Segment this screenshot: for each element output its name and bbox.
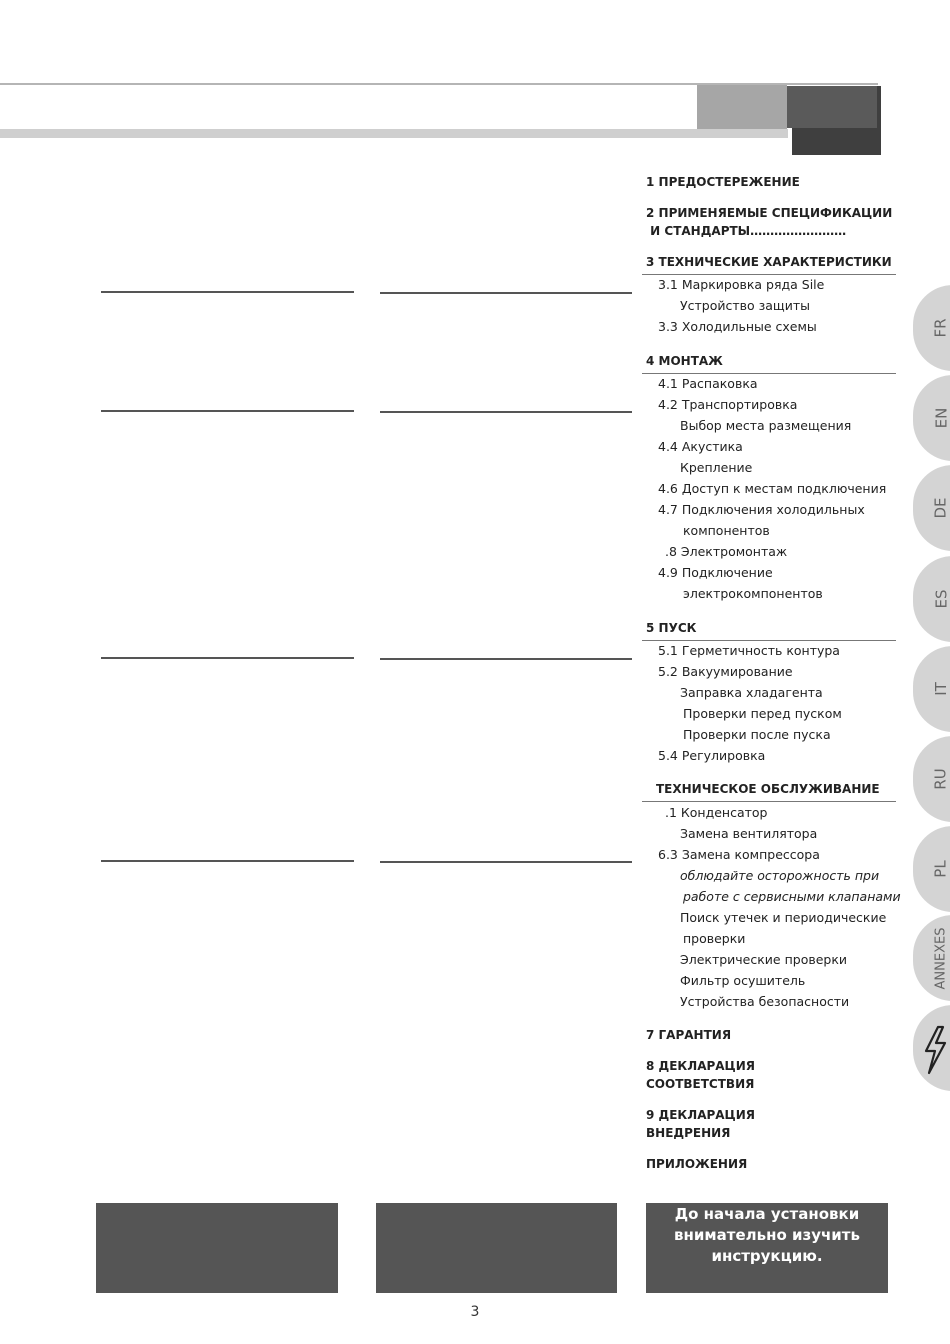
toc-item[interactable]: Фильтр осушитель: [680, 973, 806, 988]
toc-item[interactable]: проверки: [683, 931, 746, 946]
toc-heading[interactable]: 2 ПРИМЕНЯЕМЫЕ СПЕЦИФИКАЦИИ: [646, 206, 893, 220]
tab-label: ANNEXES: [933, 927, 949, 989]
toc-rule: [642, 274, 896, 275]
toc-item[interactable]: Заправка хладагента: [680, 685, 823, 700]
footer-box-middle: [376, 1203, 617, 1293]
toc-item[interactable]: Поиск утечек и периодические: [680, 910, 887, 925]
header-dark-square: [787, 86, 877, 128]
toc-heading[interactable]: ВНЕДРЕНИЯ: [646, 1126, 731, 1140]
tab-it[interactable]: [913, 646, 950, 732]
toc-heading[interactable]: 5 ПУСК: [646, 621, 697, 635]
toc-heading[interactable]: 1 ПРЕДОСТЕРЕЖЕНИЕ: [646, 175, 800, 189]
toc-heading[interactable]: 9 ДЕКЛАРАЦИЯ: [646, 1108, 755, 1122]
page-number: 3: [470, 1304, 480, 1320]
tab-de[interactable]: [913, 465, 950, 551]
toc-item[interactable]: 3.3 Холодильные схемы: [658, 319, 817, 334]
lightning-icon: [921, 1025, 949, 1075]
tab-annexes[interactable]: [913, 915, 950, 1001]
toc-rule: [642, 640, 896, 641]
toc-item[interactable]: 4.4 Акустика: [658, 439, 743, 454]
field-line: [101, 291, 354, 293]
toc-heading[interactable]: 4 МОНТАЖ: [646, 354, 723, 368]
tab-label: ES: [932, 589, 950, 609]
tab-en[interactable]: [913, 375, 950, 461]
toc-item[interactable]: Замена вентилятора: [680, 826, 818, 841]
toc-item[interactable]: Крепление: [680, 460, 753, 475]
toc-item[interactable]: Выбор места размещения: [680, 418, 852, 433]
notice-box: [646, 1203, 888, 1293]
toc-item[interactable]: Устройство защиты: [680, 298, 810, 313]
field-line: [380, 292, 632, 294]
field-line: [101, 657, 354, 659]
toc-heading[interactable]: ТЕХНИЧЕСКОЕ ОБСЛУЖИВАНИЕ: [656, 782, 880, 796]
field-line: [380, 658, 632, 660]
toc-item[interactable]: .8 Электромонтаж: [665, 544, 788, 559]
tab-es[interactable]: [913, 556, 950, 642]
tab-label: IT: [932, 682, 950, 696]
toc-item[interactable]: 4.9 Подключение: [658, 565, 773, 580]
tab-electrical[interactable]: [913, 1005, 950, 1091]
toc-item[interactable]: 5.1 Герметичность контура: [658, 643, 840, 658]
toc-item[interactable]: электрокомпонентов: [683, 586, 823, 601]
toc-item[interactable]: 4.2 Транспортировка: [658, 397, 798, 412]
header-light-square: [697, 85, 787, 129]
field-line: [101, 860, 354, 862]
toc-heading[interactable]: 7 ГАРАНТИЯ: [646, 1028, 732, 1042]
notice-line: инструкцию.: [711, 1247, 823, 1265]
toc-item[interactable]: 4.6 Доступ к местам подключения: [658, 481, 887, 496]
toc-item[interactable]: Устройства безопасности: [680, 994, 850, 1009]
tab-pl[interactable]: [913, 826, 950, 912]
notice-line: До начала установки: [674, 1205, 860, 1223]
tab-label: FR: [932, 318, 950, 338]
toc-heading[interactable]: 8 ДЕКЛАРАЦИЯ: [646, 1059, 755, 1073]
notice-line: внимательно изучить: [674, 1226, 860, 1244]
field-line: [380, 861, 632, 863]
toc-heading[interactable]: И СТАНДАРТЫ……………………: [646, 224, 847, 238]
toc-item[interactable]: работе с сервисными клапанами: [683, 889, 901, 904]
toc-heading[interactable]: СООТВЕТСТВИЯ: [646, 1077, 755, 1091]
toc-rule: [642, 373, 896, 374]
toc-heading[interactable]: ПРИЛОЖЕНИЯ: [646, 1157, 748, 1171]
toc-item[interactable]: .1 Конденсатор: [665, 805, 768, 820]
toc-item[interactable]: 4.1 Распаковка: [658, 376, 758, 391]
toc-item[interactable]: 4.7 Подключения холодильных: [658, 502, 865, 517]
toc-item[interactable]: 5.4 Регулировка: [658, 748, 766, 763]
tab-label: PL: [932, 860, 950, 878]
toc-item[interactable]: облюдайте осторожность при: [680, 868, 880, 883]
tab-fr[interactable]: [913, 285, 950, 371]
field-line: [101, 410, 354, 412]
toc-item[interactable]: Проверки после пуска: [683, 727, 831, 742]
footer-box-left: [96, 1203, 338, 1293]
toc-heading[interactable]: 3 ТЕХНИЧЕСКИЕ ХАРАКТЕРИСТИКИ: [646, 255, 892, 269]
tab-label: EN: [932, 407, 950, 429]
header-gray-bar: [0, 129, 788, 138]
toc-item[interactable]: 3.1 Маркировка ряда Sile: [658, 277, 825, 292]
toc-item[interactable]: 6.3 Замена компрессора: [658, 847, 820, 862]
tab-label: RU: [932, 768, 950, 790]
toc-rule: [642, 801, 896, 802]
tab-label: DE: [932, 497, 950, 519]
tab-ru[interactable]: [913, 736, 950, 822]
toc-item[interactable]: Проверки перед пуском: [683, 706, 842, 721]
toc-item[interactable]: Электрические проверки: [680, 952, 848, 967]
toc-item[interactable]: компонентов: [683, 523, 770, 538]
field-line: [380, 411, 632, 413]
toc-item[interactable]: 5.2 Вакуумирование: [658, 664, 793, 679]
